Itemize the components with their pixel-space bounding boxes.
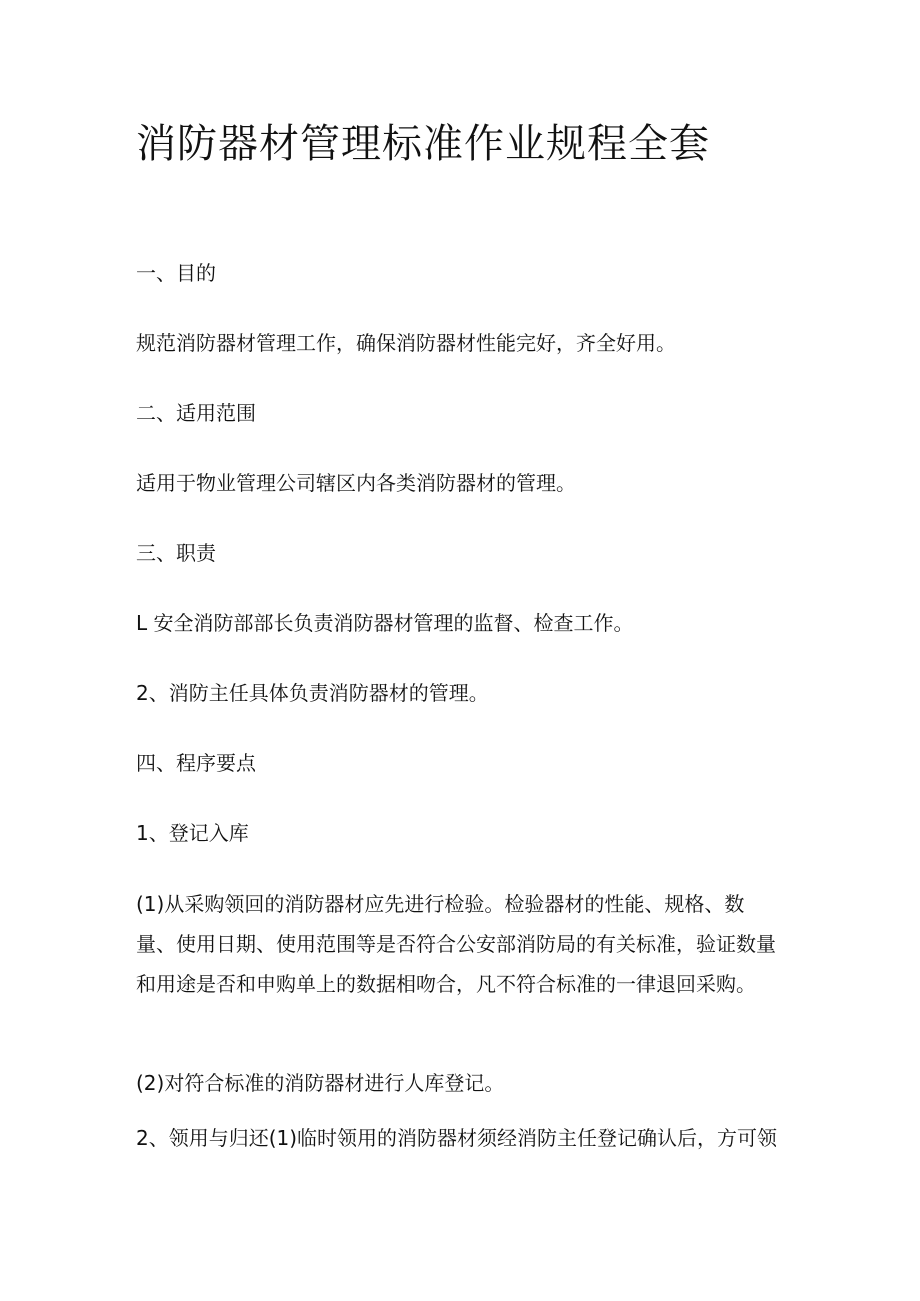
section-text-purpose: 规范消防器材管理工作，确保消防器材性能完好，齐全好用。: [136, 331, 676, 355]
section-heading-purpose: 一、目的: [136, 261, 216, 285]
duty-item-1: L 安全消防部部长负责消防器材管理的监督、检查工作。: [136, 611, 634, 635]
section-heading-scope: 二、适用范围: [136, 401, 256, 425]
procedure-sub-heading-1: 1、登记入库: [136, 821, 249, 845]
section-text-scope: 适用于物业管理公司辖区内各类消防器材的管理。: [136, 471, 576, 495]
section-heading-duty: 三、职责: [136, 541, 216, 565]
section-heading-procedure: 四、程序要点: [136, 751, 256, 775]
document-title: 消防器材管理标准作业规程全套: [136, 121, 710, 167]
duty-item-2: 2、消防主任具体负责消防器材的管理。: [136, 681, 489, 705]
paragraph-line: (1)从采购领回的消防器材应先进行检验。检验器材的性能、规格、数: [136, 892, 745, 916]
procedure-1-1-paragraph: [136, 884, 796, 1004]
procedure-2-line: 2、领用与归还(1)临时领用的消防器材须经消防主任登记确认后，方可领: [136, 1126, 778, 1150]
paragraph-line: 量、使用日期、使用范围等是否符合公安部消防局的有关标准，验证数量: [136, 932, 776, 956]
paragraph-line: 和用途是否和申购单上的数据相吻合，凡不符合标准的一律退回采购。: [136, 972, 756, 996]
procedure-1-2: (2)对符合标准的消防器材进行人库登记。: [136, 1071, 505, 1095]
